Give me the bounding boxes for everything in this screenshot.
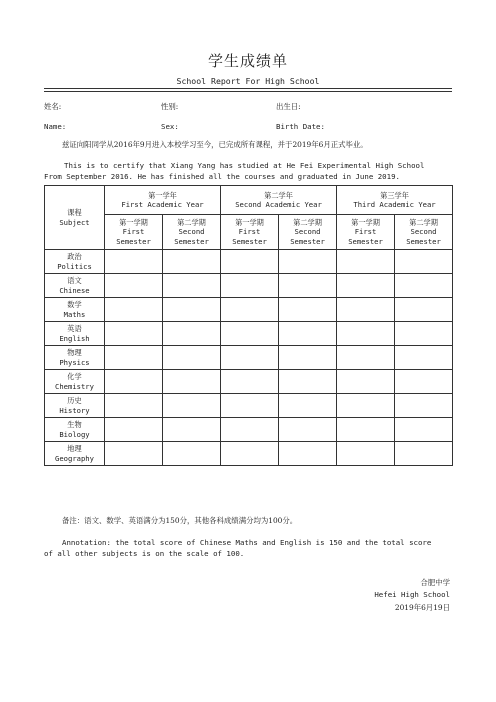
year-header-en: Second Academic Year: [235, 200, 322, 209]
subject-row: [45, 418, 453, 442]
semester-header: [395, 215, 453, 250]
semester-en: First: [238, 227, 261, 237]
grade-cell: [221, 274, 279, 298]
note-text-cn: 备注：语文、数学、英语满分为150分，其他各科成绩满分均为100分。: [62, 516, 298, 525]
grade-cell: [337, 274, 395, 298]
subject-name-cn: 化学: [67, 372, 82, 381]
semester-cn: 第一学期: [235, 217, 264, 227]
subject-name-en: English: [59, 333, 90, 343]
subject-name-en: Chemistry: [55, 381, 94, 391]
grade-cell: [337, 418, 395, 442]
subject-name-cell: [45, 250, 105, 274]
subject-name-cn: 英语: [67, 324, 82, 333]
grade-cell: [221, 322, 279, 346]
certify-en-line-1: This is to certify that Xiang Yang has studied at He Fei Experimental High School: [64, 161, 425, 170]
semester-header: [221, 215, 279, 250]
page-subtitle: School Report For High School: [176, 76, 320, 86]
subject-name-cn: 生物: [67, 420, 82, 429]
subject-name-cn: 数学: [67, 300, 82, 309]
subject-name-cell: [45, 442, 105, 466]
year-header-1: [105, 186, 221, 215]
grade-cell: [279, 322, 337, 346]
birth-label-en: Birth Date:: [276, 122, 325, 131]
grade-cell: [163, 418, 221, 442]
subject-row: [45, 394, 453, 418]
subject-name-cell: [45, 394, 105, 418]
name-label-en: Name:: [44, 122, 67, 131]
header-rule-thick: [44, 88, 452, 89]
subject-row: [45, 274, 453, 298]
grade-cell: [221, 346, 279, 370]
semester-en: Semester: [406, 236, 441, 246]
subject-row: [45, 298, 453, 322]
note-en-line-1: Annotation: the total score of Chinese Maths and English is 150 and the total score: [62, 538, 432, 547]
grade-cell: [221, 442, 279, 466]
grade-cell: [221, 250, 279, 274]
semester-en: Second: [294, 227, 321, 237]
grade-cell: [395, 250, 453, 274]
grade-cell: [279, 370, 337, 394]
subject-row: [45, 250, 453, 274]
name-label-cn: 姓名:: [44, 102, 62, 111]
subject-name-cell: [45, 418, 105, 442]
grade-cell: [105, 442, 163, 466]
subject-rows: [45, 250, 453, 466]
subject-row: [45, 442, 453, 466]
grade-cell: [105, 346, 163, 370]
subject-header-en: Subject: [59, 217, 90, 227]
semester-en: Second: [410, 227, 437, 237]
subject-name-en: Geography: [55, 453, 94, 463]
year-header-row: [45, 186, 453, 215]
year-header-en: Third Academic Year: [353, 200, 436, 209]
page-title: 学生成绩单: [207, 52, 288, 70]
subject-name-en: History: [59, 405, 90, 415]
semester-en: Second: [178, 227, 205, 237]
birth-label-cn: 出生日:: [276, 102, 301, 111]
grade-cell: [337, 394, 395, 418]
grade-cell: [395, 346, 453, 370]
grade-cell: [395, 394, 453, 418]
certify-text-en: [44, 160, 454, 182]
subject-name-en: Biology: [59, 429, 90, 439]
subject-name-cn: 历史: [67, 396, 82, 405]
grade-cell: [105, 370, 163, 394]
grade-cell: [337, 322, 395, 346]
grade-cell: [105, 394, 163, 418]
grade-cell: [395, 322, 453, 346]
year-header-en: First Academic Year: [121, 200, 204, 209]
subject-name-cn: 语文: [67, 276, 82, 285]
semester-header: [105, 215, 163, 250]
semester-cn: 第二学期: [409, 217, 438, 227]
grade-cell: [337, 250, 395, 274]
year-header-cn: 第三学年: [380, 190, 409, 200]
signature-date: 2019年6月19日: [394, 603, 450, 612]
certify-text-cn: 兹证向阳同学从2016年9月进入本校学习至今，已完成所有课程，并于2019年6月正式毕业。: [62, 140, 368, 149]
semester-en: Semester: [116, 236, 151, 246]
subject-name-cn: 地理: [67, 444, 82, 453]
grade-cell: [395, 370, 453, 394]
grade-cell: [163, 322, 221, 346]
semester-en: Semester: [232, 236, 267, 246]
grade-cell: [395, 442, 453, 466]
grade-cell: [337, 298, 395, 322]
semester-cn: 第一学期: [119, 217, 148, 227]
grade-cell: [163, 442, 221, 466]
subject-name-cell: [45, 298, 105, 322]
subject-header-cn: 课程: [67, 208, 82, 217]
subject-row: [45, 346, 453, 370]
note-en-line-2: of all other subjects is on the scale of 100.: [44, 549, 245, 558]
subject-name-cell: [45, 346, 105, 370]
grade-cell: [105, 250, 163, 274]
semester-en: Semester: [174, 236, 209, 246]
grade-cell: [395, 298, 453, 322]
grade-cell: [395, 274, 453, 298]
semester-en: Semester: [348, 236, 383, 246]
subject-name-cell: [45, 322, 105, 346]
grade-cell: [337, 346, 395, 370]
grade-cell: [395, 418, 453, 442]
grades-table: [44, 185, 453, 466]
grade-cell: [163, 250, 221, 274]
grade-cell: [337, 370, 395, 394]
subject-name-cn: 物理: [67, 348, 82, 357]
certify-en-line-2: From September 2016. He has finished all the courses and graduated in June 2019.: [44, 172, 400, 181]
year-header-cn: 第一学年: [148, 190, 177, 200]
grade-cell: [279, 346, 337, 370]
grade-cell: [221, 370, 279, 394]
grade-cell: [105, 322, 163, 346]
semester-en: Semester: [290, 236, 325, 246]
semester-header-row: [45, 215, 453, 250]
subject-name-cell: [45, 370, 105, 394]
grade-cell: [279, 394, 337, 418]
subject-name-en: Chinese: [59, 285, 90, 295]
subject-name-cell: [45, 274, 105, 298]
semester-header: [279, 215, 337, 250]
grade-cell: [279, 250, 337, 274]
subject-name-en: Physics: [59, 357, 90, 367]
subject-row: [45, 370, 453, 394]
grade-cell: [279, 418, 337, 442]
year-header-cn: 第二学年: [264, 190, 293, 200]
grade-cell: [279, 442, 337, 466]
grade-cell: [163, 370, 221, 394]
grade-cell: [163, 298, 221, 322]
grade-cell: [337, 442, 395, 466]
semester-cn: 第一学期: [351, 217, 380, 227]
semester-cn: 第二学期: [177, 217, 206, 227]
note-text-en: [44, 537, 454, 559]
school-name-en: Hefei High School: [374, 590, 450, 599]
grade-cell: [163, 274, 221, 298]
grade-cell: [279, 274, 337, 298]
semester-header: [163, 215, 221, 250]
grade-cell: [279, 298, 337, 322]
grade-cell: [221, 418, 279, 442]
year-header-2: [221, 186, 337, 215]
subject-header-cell: [45, 186, 105, 250]
grade-cell: [105, 418, 163, 442]
semester-header: [337, 215, 395, 250]
subject-name-en: Politics: [57, 261, 92, 271]
semester-en: First: [354, 227, 377, 237]
subject-row: [45, 322, 453, 346]
semester-cn: 第二学期: [293, 217, 322, 227]
subject-name-cn: 政治: [67, 252, 82, 261]
subject-name-en: Maths: [63, 309, 86, 319]
grade-cell: [105, 298, 163, 322]
grade-cell: [163, 394, 221, 418]
header-rule-thin: [44, 91, 452, 92]
grade-cell: [221, 394, 279, 418]
gender-label-cn: 性别:: [161, 102, 179, 111]
grade-cell: [163, 346, 221, 370]
year-header-3: [337, 186, 453, 215]
school-name-cn: 合肥中学: [420, 578, 450, 587]
sex-label-en: Sex:: [161, 122, 179, 131]
semester-en: First: [122, 227, 145, 237]
grade-cell: [221, 298, 279, 322]
grade-cell: [105, 274, 163, 298]
